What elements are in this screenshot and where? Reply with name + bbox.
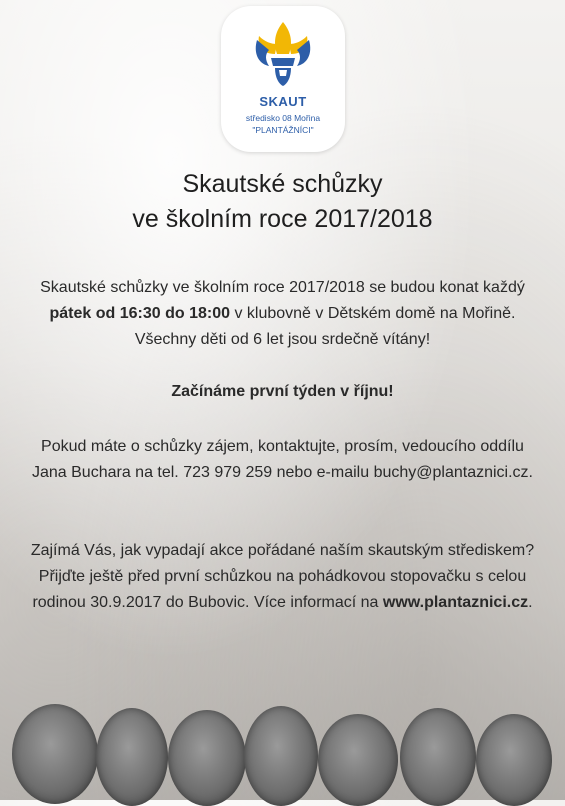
page-title-line-1: Skautské schůzky [182,170,383,198]
scout-lily-logo-icon [253,20,313,88]
website-link[interactable]: www.plantaznici.cz [382,594,529,611]
start-announcement: Začínáme první týden v říjnu! [171,383,394,400]
logo-title: SKAUT [259,94,307,109]
meeting-info-text-start: Skautské schůzky ve školním roce 2017/2018 se budou konat každý [40,279,525,296]
logo-subtitle: středisko 08 Mořina [245,113,321,123]
page-title-line-2: ve školním roce 2017/2018 [132,205,433,233]
child-photo [96,708,168,806]
logo-group-name: "PLANTÁŽNÍCI" [252,125,314,135]
child-photo [168,710,246,806]
meeting-info-text-end: v klubovně v Dětském domě na Mořině. Všechny děti od 6 let jsou srdečně vítány! [134,305,516,348]
child-photo [318,714,398,806]
meeting-time: pátek od 16:30 do 18:00 [49,305,231,322]
child-photo [244,706,318,806]
logo-card [221,6,345,152]
children-photo-strip [0,700,565,800]
child-photo [476,714,552,806]
event-invite-paragraph [30,538,535,616]
meeting-info-paragraph [30,275,535,353]
child-photo [400,708,476,806]
event-invite-text: Zajímá Vás, jak vypadají akce pořádané naším skautským střediskem? Přijďte ještě před první schůzkou na pohádkovou stopovačku s celou rodinou 30.9.2017 do Bubovic. Více informací na [30,542,535,611]
child-photo [12,704,98,804]
event-invite-end: . [528,594,533,611]
contact-paragraph: Pokud máte o schůzky zájem, kontaktujte, prosím, vedoucího oddílu Jana Buchara na tel. 723 979 259 nebo e-mailu buchy@plantaznici.cz. [31,438,533,481]
